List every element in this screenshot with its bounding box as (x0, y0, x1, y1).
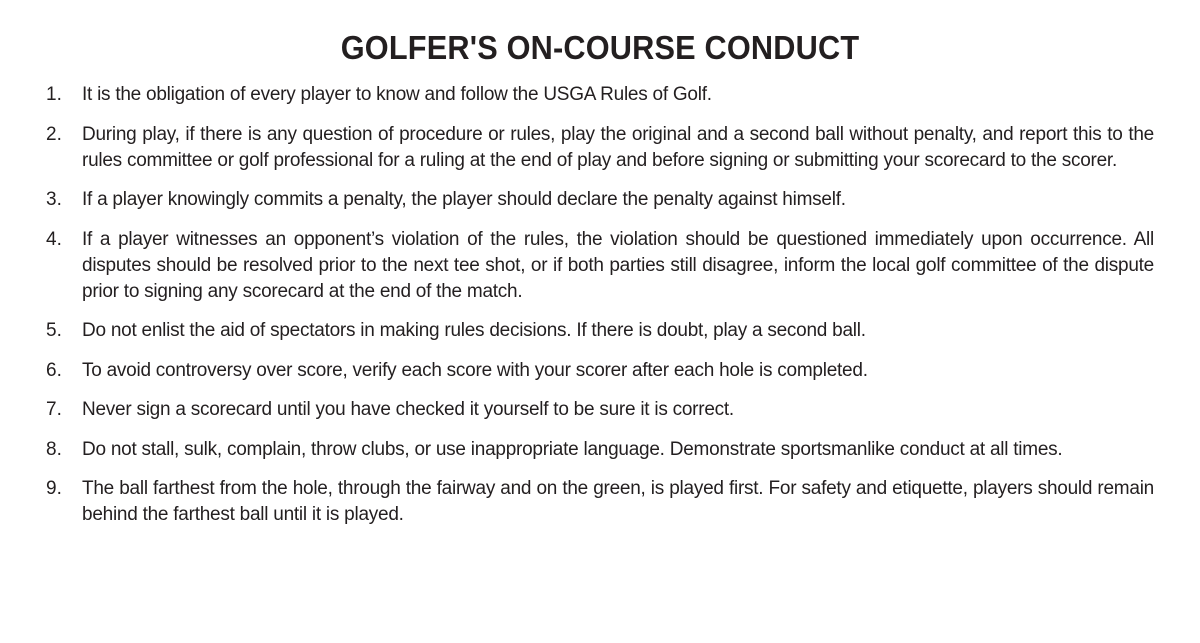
list-item (46, 476, 1154, 528)
rule-number: 3. (46, 189, 62, 210)
list-item (46, 358, 1154, 384)
list-item (46, 227, 1154, 305)
rule-text: During play, if there is any question of procedure or rules, play the original and a second ball without penalty, and report this to the rules committee or golf professional for a ruling at the end of play and before signing or submitting your scorecard to the scorer. (82, 123, 1154, 171)
rule-text: The ball farthest from the hole, through the fairway and on the green, is played first. For safety and etiquette, players should remain behind the farthest ball until it is played. (82, 478, 1154, 525)
rule-text: If a player witnesses an opponent’s violation of the rules, the violation should be questioned immediately upon occurrence. All disputes should be resolved prior to the next tee shot, or if both parties still disagree, inform the local golf committee of the dispute prior to signing any scorecard at the end of the match. (82, 228, 1154, 302)
list-item (46, 187, 1154, 213)
page-title: GOLFER'S ON-COURSE CONDUCT (340, 29, 860, 66)
rule-text: Never sign a scorecard until you have checked it yourself to be sure it is correct. (82, 399, 734, 420)
list-item (46, 437, 1154, 463)
list-item (46, 397, 1154, 423)
rule-text: It is the obligation of every player to know and follow the USGA Rules of Golf. (82, 84, 712, 105)
rule-text: Do not enlist the aid of spectators in making rules decisions. If there is doubt, play a second ball. (82, 320, 866, 341)
rule-number: 8. (46, 438, 62, 460)
rule-number: 9. (46, 478, 62, 499)
rule-number: 2. (46, 123, 62, 145)
rule-text: Do not stall, sulk, complain, throw clubs, or use inappropriate language. Demonstrate sportsmanlike conduct at all times. (82, 438, 1063, 460)
list-item (46, 122, 1154, 174)
rule-number: 7. (46, 399, 62, 420)
list-item (46, 318, 1154, 344)
rule-text: If a player knowingly commits a penalty, the player should declare the penalty against himself. (82, 189, 846, 210)
rule-number: 6. (46, 359, 62, 381)
rules-list (46, 82, 1154, 528)
rule-number: 4. (46, 228, 62, 250)
rule-number: 5. (46, 320, 62, 341)
list-item (46, 82, 1154, 108)
rule-text: To avoid controversy over score, verify each score with your scorer after each hole is completed. (82, 359, 868, 381)
rule-number: 1. (46, 84, 62, 105)
